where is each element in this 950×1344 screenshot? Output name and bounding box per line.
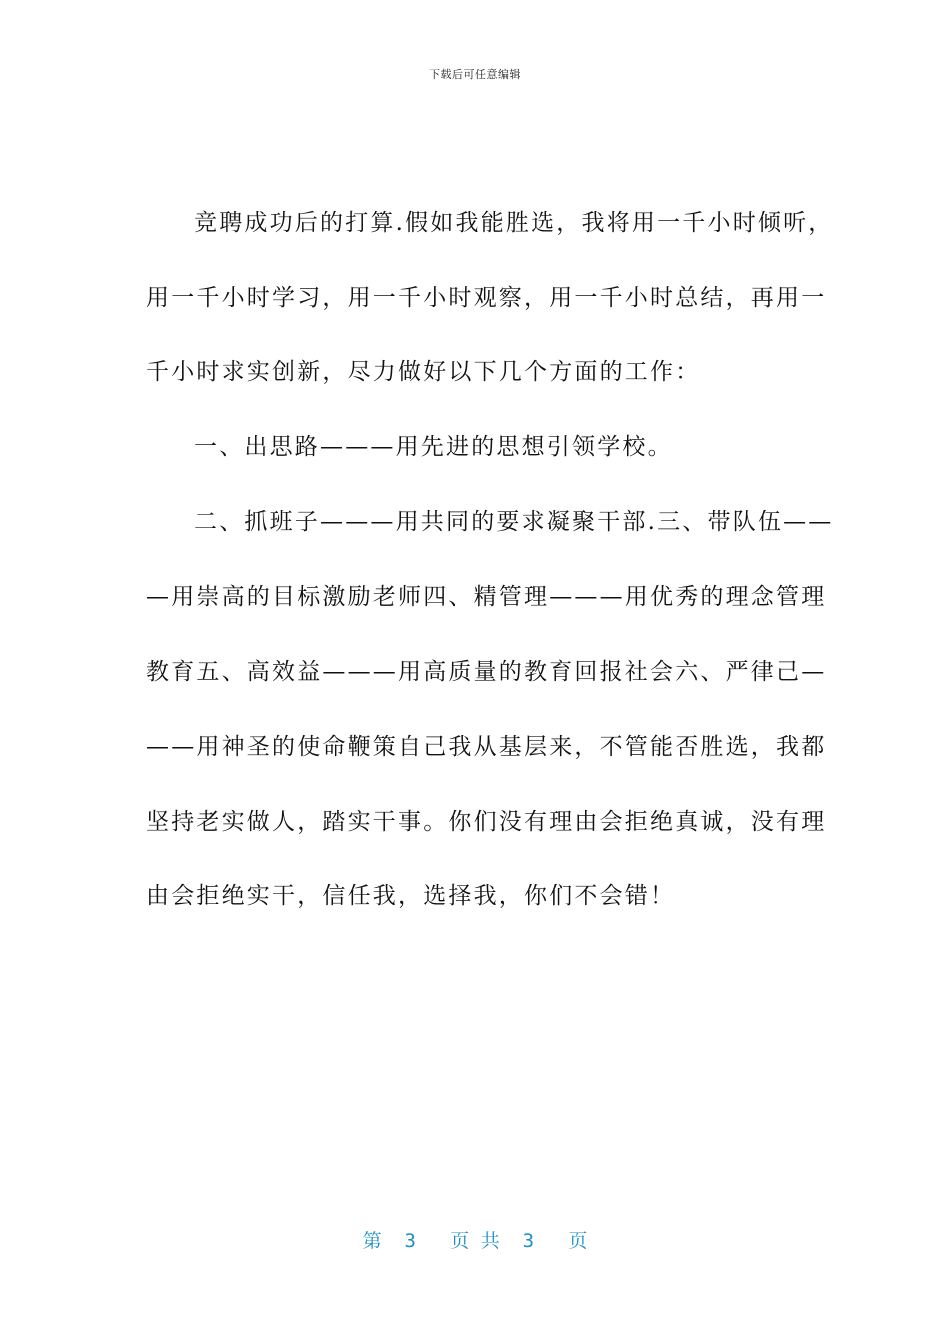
paragraph-line: 竞聘成功后的打算.假如我能胜选，我将用一千小时倾听， <box>194 210 834 236</box>
paragraph-line: 二、抓班子———用共同的要求凝聚干部.三、带队伍—— <box>194 509 834 535</box>
paragraph-line: 由会拒绝实干，信任我，选择我，你们不会错！ <box>146 883 676 909</box>
page-header: 下载后可任意编辑 <box>429 68 521 81</box>
paragraph-line: 一、出思路———用先进的思想引领学校。 <box>194 434 673 460</box>
paragraph-line: ——用神圣的使命鞭策自己我从基层来，不管能否胜选，我都 <box>146 734 827 760</box>
page-number-footer: 第 3 页 共 3 页 <box>362 1230 588 1252</box>
paragraph-line: 坚持老实做人，踏实干事。你们没有理由会拒绝真诚，没有理 <box>146 809 827 835</box>
paragraph-line: 用一千小时学习，用一千小时观察，用一千小时总结，再用一 <box>146 285 827 311</box>
paragraph-line: —用崇高的目标激励老师四、精管理———用优秀的理念管理 <box>146 584 827 610</box>
paragraph-line: 千小时求实创新，尽力做好以下几个方面的工作： <box>146 359 701 385</box>
paragraph-line: 教育五、高效益———用高质量的教育回报社会六、严律己— <box>146 659 827 685</box>
